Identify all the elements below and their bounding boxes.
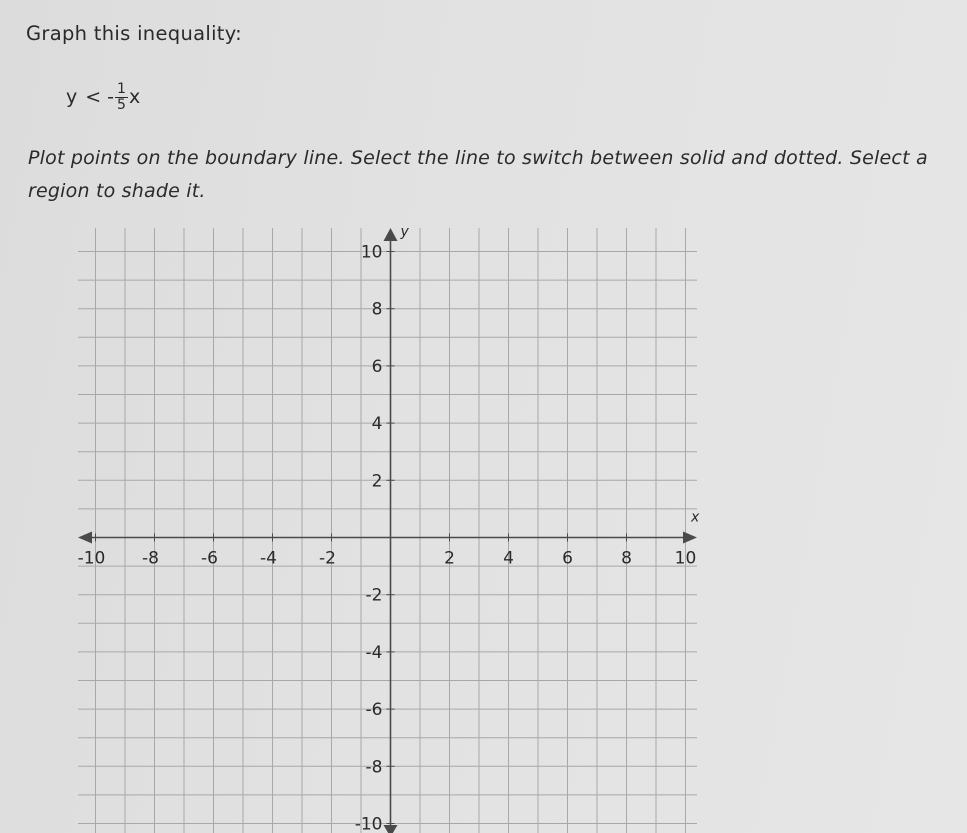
y-axis-label: y: [400, 224, 409, 240]
y-axis-up-arrow-icon: [384, 228, 398, 241]
x-tick-label: 2: [444, 548, 455, 569]
x-axis-left-arrow-icon: [78, 532, 92, 544]
y-tick-label: 8: [371, 299, 383, 320]
y-tick-label: -4: [365, 642, 383, 663]
y-axis-down-arrow-icon: [384, 825, 398, 833]
inequality-operator: <: [85, 86, 102, 108]
axes: [78, 228, 697, 833]
x-tick-label: 10: [674, 548, 697, 569]
x-tick-label: -2: [319, 548, 336, 569]
y-tick-label: -2: [365, 585, 383, 606]
x-tick-label: -6: [201, 548, 218, 569]
inequality-sign: -: [107, 86, 115, 108]
x-tick-label: -4: [260, 548, 277, 569]
fraction-denominator: 5: [117, 96, 126, 113]
fraction-numerator: 1: [117, 80, 126, 97]
x-axis-label: x: [691, 509, 700, 526]
x-tick-label: -10: [77, 548, 106, 569]
inequality-variable: x: [128, 86, 141, 108]
instructions-text: Plot points on the boundary line. Select the line to switch between solid and dotted. Select a region to shade it.: [28, 147, 928, 202]
y-tick-label: 6: [371, 356, 383, 377]
inequality-lhs: y: [66, 86, 78, 108]
tick-labels: [78, 224, 700, 833]
x-tick-label: 8: [621, 548, 632, 569]
x-tick-label: 6: [562, 548, 573, 569]
y-tick-label: -8: [365, 757, 383, 778]
grid-lines: [78, 228, 697, 833]
y-tick-label: 4: [371, 414, 383, 435]
y-tick-label: -6: [365, 700, 383, 721]
x-tick-label: -8: [142, 548, 159, 569]
x-tick-label: 4: [503, 548, 514, 569]
y-tick-label: 2: [371, 471, 383, 492]
question-prompt: Graph this inequality:: [26, 22, 243, 45]
y-tick-label: -10: [354, 814, 383, 833]
y-tick-label: 10: [360, 242, 383, 263]
